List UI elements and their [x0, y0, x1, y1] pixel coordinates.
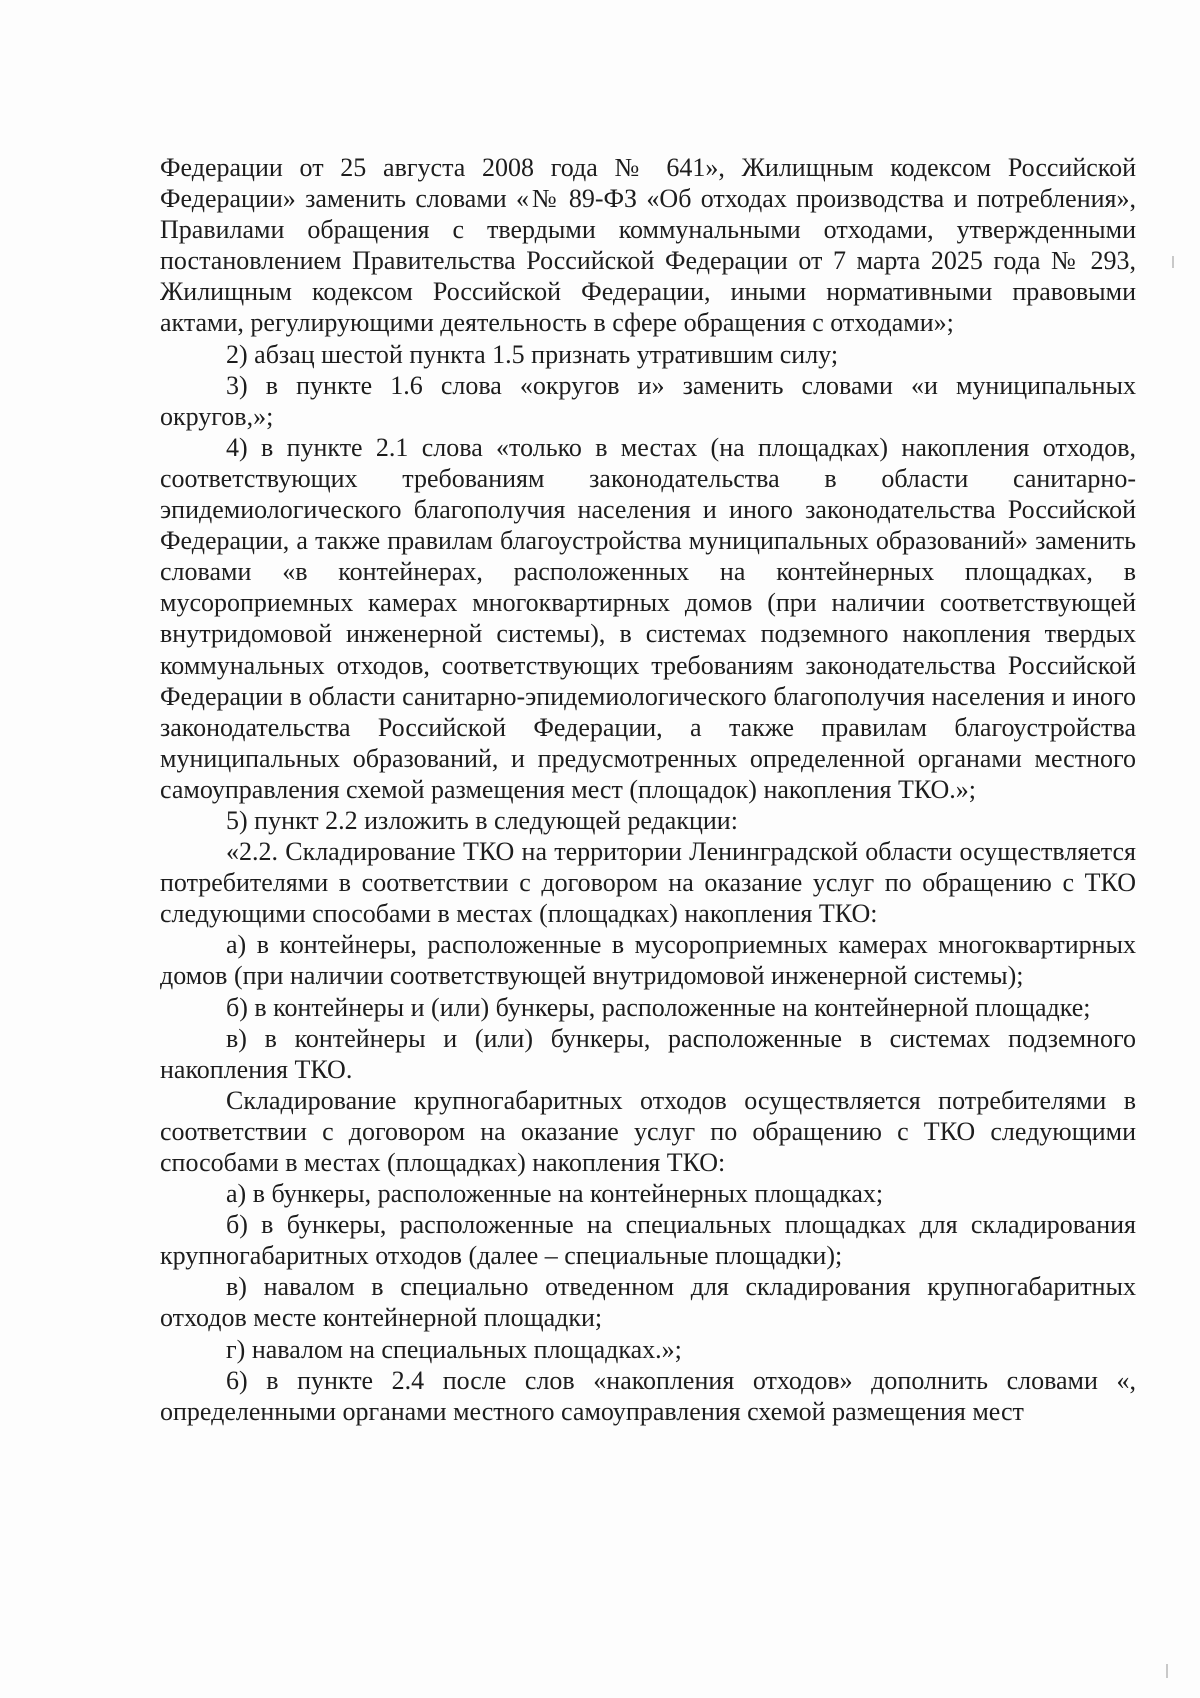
paragraph-subitem-v: в) в контейнеры и (или) бункеры, расположенные в системах подземного накопления ТКО.	[160, 1023, 1136, 1084]
paragraph-subitem-b: б) в контейнеры и (или) бункеры, расположенные на контейнерной площадке;	[226, 992, 1091, 1022]
paragraph-item-3: 3) в пункте 1.6 слова «округов и» заменить словами «и муниципальных округов,»;	[160, 370, 1136, 431]
paragraph-item-4: 4) в пункте 2.1 слова «только в местах (на площадках) накопления отходов, соответствующих требованиям законодательства в области санитарно-эпидемиологического благополучия населения и иного законодательства Российской Федерации, а также правилам благоустройства муниципальных образований» заменить словами «в контейнерах, расположенных на контейнерных площадках, в мусороприемных камерах многоквартирных домов (при наличии соответствующей внутридомовой инженерной системы), в системах подземного накопления твердых коммунальных отходов, соответствующих требованиям законодательства Российской Федерации в области санитарно-эпидемиологического благополучия населения и иного законодательства Российской Федерации, а также правилам благоустройства муниципальных образований, и предусмотренных определенной органами местного самоуправления схемой размещения мест (площадок) накопления ТКО.»;	[160, 432, 1136, 804]
document-body	[160, 152, 1136, 1427]
paragraph-bulky-subitem-a: а) в бункеры, расположенные на контейнерных площадках;	[226, 1179, 884, 1209]
paragraph-bulky-subitem-g: г) навалом на специальных площадках.»;	[226, 1334, 682, 1364]
paragraph-bulky-subitem-v: в) навалом в специально отведенном для складирования крупногабаритных отходов месте контейнерной площадки;	[160, 1272, 1136, 1333]
scan-artifact-right-bottom	[1166, 1664, 1168, 1678]
paragraph-clause-2-2: «2.2. Складирование ТКО на территории Ленинградской области осуществляется потребителями в соответствии с договором на оказание услуг по обращению с ТКО следующими способами в местах (площадках) накопления ТКО:	[160, 837, 1136, 929]
paragraph-item-5: 5) пункт 2.2 изложить в следующей редакции:	[226, 805, 738, 835]
paragraph-bulky-waste: Складирование крупногабаритных отходов осуществляется потребителями в соответствии с договором на оказание услуг по обращению с ТКО следующими способами в местах (площадках) накопления ТКО:	[160, 1085, 1136, 1177]
paragraph-bulky-subitem-b: б) в бункеры, расположенные на специальных площадках для складирования крупногабаритных отходов (далее – специальные площадки);	[160, 1210, 1136, 1271]
paragraph-item-2: 2) абзац шестой пункта 1.5 признать утратившим силу;	[226, 339, 839, 369]
paragraph-subitem-a: а) в контейнеры, расположенные в мусороприемных камерах многоквартирных домов (при наличии соответствующей внутридомовой инженерной системы);	[160, 930, 1136, 991]
paragraph-item-6: 6) в пункте 2.4 после слов «накопления отходов» дополнить словами «, определенными органами местного самоуправления схемой размещения мест	[160, 1365, 1136, 1426]
paragraph-continuation: Федерации от 25 августа 2008 года № 641», Жилищным кодексом Российской Федерации» заменить словами «№ 89-ФЗ «Об отходах производства и потребления», Правилами обращения с твердыми коммунальными отходами, утвержденными постановлением Правительства Российской Федерации от 7 марта 2025 года № 293, Жилищным кодексом Российской Федерации, иными нормативными правовыми актами, регулирующими деятельность в сфере обращения с отходами»;	[160, 153, 1136, 338]
scan-artifact-right-top	[1172, 256, 1174, 268]
